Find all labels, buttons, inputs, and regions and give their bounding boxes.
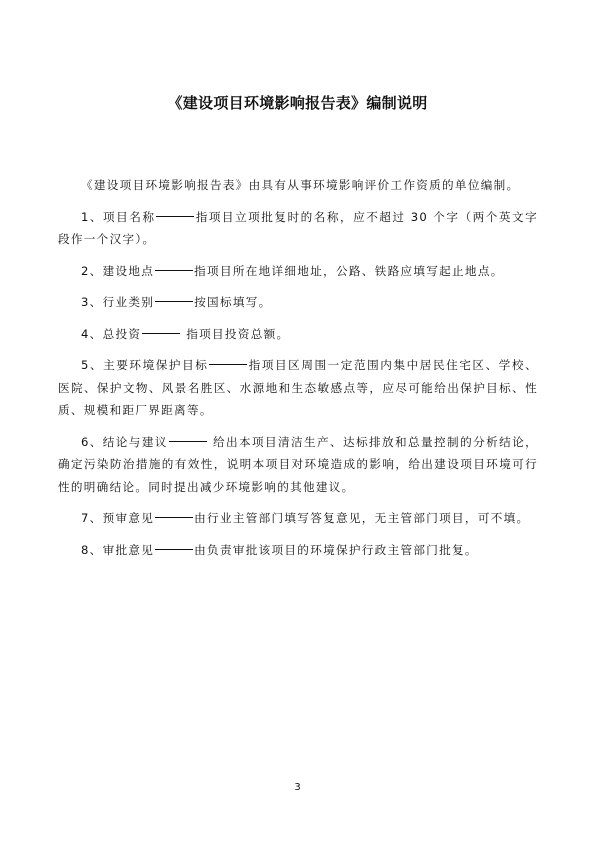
- item-description: 由负责审批该项目的环境保护行政主管部门批复。: [194, 542, 478, 557]
- dash-line: [155, 301, 193, 302]
- item-label: 5、主要环境保护目标: [81, 358, 209, 372]
- intro-paragraph: 《建设项目环境影响报告表》由具有从事环境影响评价工作资质的单位编制。: [81, 178, 520, 192]
- dash-line: [156, 216, 194, 217]
- item-project-name: [58, 206, 538, 251]
- dash-line: [142, 333, 180, 334]
- item-description: 按国标填写。: [194, 295, 272, 309]
- item-label: 2、建设地点: [81, 263, 155, 278]
- item-total-investment: [58, 323, 538, 346]
- item-label: 3、行业类别: [81, 295, 155, 309]
- item-label: 6、结论与建议: [81, 434, 168, 449]
- item-approval-opinion: [58, 539, 538, 562]
- document-title: 《建设项目环境影响报告表》编制说明: [167, 94, 428, 112]
- item-description: 指项目区周围一定范围内集中居民住宅区、学校、医院、保护文物、风景名胜区、水源地和生态敏感点等，应尽可能给出保护目标、性质、规模和距厂界距离等。: [58, 358, 538, 417]
- item-description: 给出本项目清洁生产、达标排放和总量控制的分析结论，确定污染防治措施的有效性，说明本项目对环境造成的影响，给出建设项目环境可行性的明确结论。同时提出减少环境影响的其他建议。: [58, 434, 538, 494]
- dash-line: [169, 441, 207, 442]
- item-preliminary-review: [58, 507, 538, 530]
- item-conclusions: [58, 431, 538, 499]
- item-description: 指项目投资总额。: [181, 326, 290, 341]
- item-label: 7、预审意见: [81, 511, 155, 525]
- item-industry-category: [58, 291, 538, 314]
- dash-line: [209, 364, 247, 365]
- item-label: 1、项目名称: [81, 209, 156, 224]
- dash-line: [155, 270, 193, 271]
- item-protection-targets: [58, 354, 538, 422]
- item-label: 4、总投资: [81, 326, 142, 341]
- item-label: 8、审批意见: [81, 542, 155, 557]
- item-description: 由行业主管部门填写答复意见，无主管部门项目，可不填。: [194, 511, 530, 525]
- page-number: 3: [294, 782, 301, 793]
- document-body: [58, 174, 538, 570]
- item-description: 指项目立项批复时的名称，应不超过 30 个字（两个英文字段作一个汉字）。: [58, 209, 538, 246]
- dash-line: [155, 517, 193, 518]
- dash-line: [155, 549, 193, 550]
- item-construction-location: [58, 260, 538, 283]
- item-description: 指项目所在地详细地址，公路、铁路应填写起止地点。: [194, 263, 504, 278]
